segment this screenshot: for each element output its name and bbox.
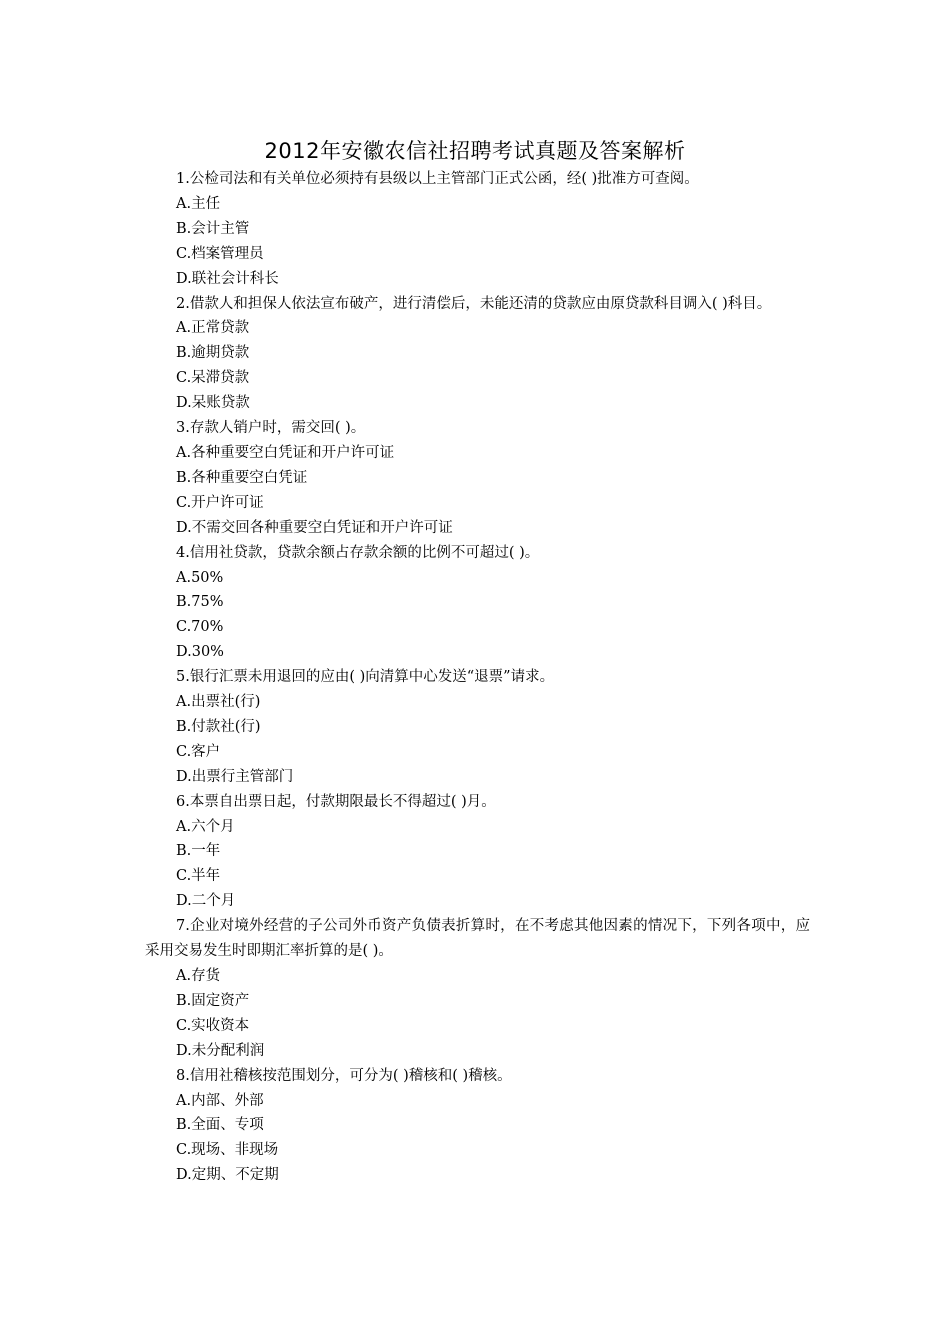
document-title: 2012年安徽农信社招聘考试真题及答案解析: [264, 139, 686, 163]
question-stem: 6.本票自出票日起，付款期限最长不得超过( )月。: [176, 793, 496, 810]
question-5: [145, 665, 810, 790]
option-d: D.定期、不定期: [176, 1167, 279, 1184]
option-c: C.半年: [176, 868, 221, 885]
option-b: B.各种重要空白凭证: [176, 469, 308, 486]
option-c: C.呆滞贷款: [176, 370, 250, 387]
option-d: D.出票行主管部门: [176, 768, 294, 785]
question-stem: 1.公检司法和有关单位必须持有县级以上主管部门正式公函，经( )批准方可查阅。: [176, 171, 699, 187]
option-a: A.正常贷款: [176, 320, 250, 337]
question-2: [145, 292, 810, 417]
option-a: A.出票社(行): [176, 694, 261, 711]
option-a: A.50%: [176, 569, 224, 586]
option-c: C.档案管理员: [176, 245, 264, 262]
option-b: B.逾期贷款: [176, 345, 250, 362]
document-body: [145, 167, 810, 1188]
option-b: B.会计主管: [176, 220, 250, 237]
option-d: D.呆账贷款: [176, 395, 250, 412]
question-3: [145, 416, 810, 541]
option-b: B.固定资产: [176, 992, 250, 1009]
option-c: C.客户: [176, 743, 221, 760]
option-a: A.存货: [176, 968, 221, 984]
question-7: [145, 914, 810, 1063]
question-stem: 2.借款人和担保人依法宣布破产，进行清偿后，未能还清的贷款应由原贷款科目调入( )科目。: [176, 295, 772, 312]
option-a: A.各种重要空白凭证和开户许可证: [176, 444, 395, 461]
option-b: B.75%: [176, 594, 224, 611]
question-stem: 5.银行汇票未用退回的应由( )向清算中心发送“退票”请求。: [176, 669, 555, 686]
question-6: [145, 790, 810, 915]
option-d: D.联社会计科长: [176, 270, 279, 287]
option-c: C.开户许可证: [176, 494, 264, 511]
option-d: D.30%: [176, 644, 224, 661]
question-8: [145, 1064, 810, 1189]
option-d: D.未分配利润: [176, 1042, 265, 1059]
option-b: B.全面、专项: [176, 1117, 264, 1134]
question-1: [145, 167, 810, 292]
question-stem: 4.信用社贷款，贷款余额占存款余额的比例不可超过( )。: [176, 544, 540, 561]
option-c: C.现场、非现场: [176, 1142, 279, 1159]
option-b: B.一年: [176, 843, 221, 860]
question-4: [145, 541, 810, 666]
option-a: A.六个月: [176, 818, 235, 835]
option-d: D.不需交回各种重要空白凭证和开户许可证: [176, 519, 453, 536]
question-stem: 8.信用社稽核按范围划分，可分为( )稽核和( )稽核。: [176, 1067, 512, 1084]
option-a: A.主任: [176, 195, 221, 212]
question-stem: 3.存款人销户时，需交回( )。: [176, 420, 366, 437]
option-a: A.内部、外部: [176, 1092, 264, 1109]
question-stem: 7.企业对境外经营的子公司外币资产负债表折算时，在不考虑其他因素的情况下，下列各项中，应采用交易发生时即期汇率折算的是( )。: [145, 918, 810, 960]
option-c: C.实收资本: [176, 1017, 250, 1034]
option-b: B.付款社(行): [176, 718, 261, 735]
option-d: D.二个月: [176, 893, 236, 910]
option-c: C.70%: [176, 619, 224, 636]
